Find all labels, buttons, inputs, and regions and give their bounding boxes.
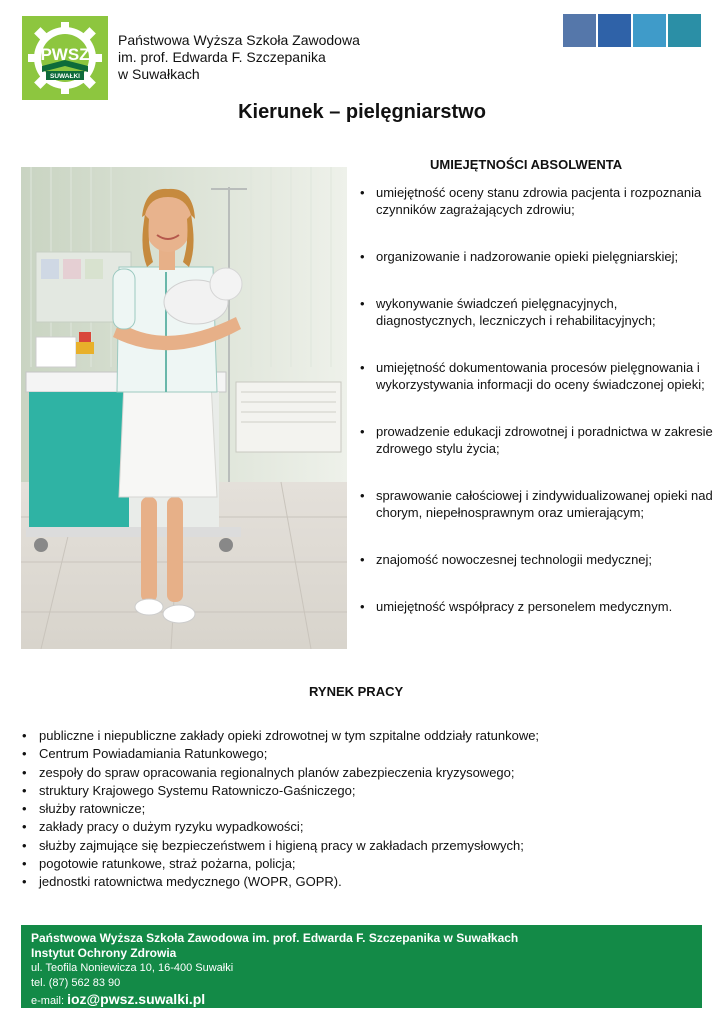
skills-heading: UMIEJĘTNOŚCI ABSOLWENTA xyxy=(430,157,623,172)
list-item: • umiejętność dokumentowania procesów pielęgnowania i wykorzystywania informacji do oceny świadczonej opieki; xyxy=(357,359,717,393)
list-item: • umiejętność oceny stanu zdrowia pacjenta i rozpoznania czynników zagrażających zdrowiu; xyxy=(357,184,717,218)
email-label: e-mail: xyxy=(31,995,65,1007)
list-item: • jednostki ratownictwa medycznego (WOPR, GOPR). xyxy=(21,873,711,891)
color-swatches xyxy=(563,14,701,47)
list-item: • prowadzenie edukacji zdrowotnej i poradnictwa w zakresie zdrowego stylu życia; xyxy=(357,423,717,457)
footer-phone: tel. (87) 562 83 90 xyxy=(31,977,121,989)
swatch xyxy=(633,14,666,47)
nurse-photo xyxy=(21,167,347,649)
pwsz-logo xyxy=(22,16,108,100)
swatch xyxy=(598,14,631,47)
list-item: • organizowanie i nadzorowanie opieki pielęgniarskiej; xyxy=(357,248,717,265)
list-item: • znajomość nowoczesnej technologii medycznej; xyxy=(357,551,717,568)
institution-line: im. prof. Edwarda F. Szczepanika xyxy=(118,49,326,65)
footer-institution: Państwowa Wyższa Szkoła Zawodowa im. prof. Edwarda F. Szczepanika w Suwałkach xyxy=(31,931,519,945)
swatch xyxy=(668,14,701,47)
list-item: • pogotowie ratunkowe, straż pożarna, policja; xyxy=(21,855,711,873)
list-item: • służby ratownicze; xyxy=(21,800,711,818)
list-item: • sprawowanie całościowej i zindywidualizowanej opieki nad chorym, niepełnosprawnym oraz umierającym; xyxy=(357,487,717,521)
market-heading: RYNEK PRACY xyxy=(309,684,404,699)
institution-line: w Suwałkach xyxy=(118,66,200,82)
institution-name xyxy=(118,32,360,83)
footer-email-row xyxy=(31,991,692,1010)
list-item: • Centrum Powiadamiania Ratunkowego; xyxy=(21,745,711,763)
page-title: Kierunek – pielęgniarstwo xyxy=(238,101,486,123)
list-item: • służby zajmujące się bezpieczeństwem i higieną pracy w zakładach przemysłowych; xyxy=(21,837,711,855)
list-item: • umiejętność współpracy z personelem medycznym. xyxy=(357,598,717,615)
nurse-illustration xyxy=(21,167,347,649)
logo-text: PWSZ xyxy=(40,45,90,64)
list-item: • zakłady pracy o dużym ryzyku wypadkowości; xyxy=(21,818,711,836)
list-item: • publiczne i niepubliczne zakłady opieki zdrowotnej w tym szpitalne oddziały ratunkowe; xyxy=(21,727,711,745)
logo-subtext: SUWAŁKI xyxy=(50,73,80,80)
footer-contact xyxy=(21,925,702,1008)
list-item: • wykonywanie świadczeń pielęgnacyjnych, diagnostycznych, leczniczych i rehabilitacyjnych; xyxy=(357,295,717,329)
list-item: • struktury Krajowego Systemu Ratowniczo-Gaśniczego; xyxy=(21,782,711,800)
market-list xyxy=(21,727,711,892)
footer-address: ul. Teofila Noniewicza 10, 16-400 Suwałki xyxy=(31,962,234,974)
skills-list xyxy=(357,184,717,615)
list-item: • zespoły do spraw opracowania regionalnych planów zabezpieczenia kryzysowego; xyxy=(21,764,711,782)
logo-emblem xyxy=(22,16,108,100)
footer-institute: Instytut Ochrony Zdrowia xyxy=(31,946,177,960)
email-link[interactable]: ioz@pwsz.suwalki.pl xyxy=(67,991,206,1007)
institution-line: Państwowa Wyższa Szkoła Zawodowa xyxy=(118,32,360,48)
swatch xyxy=(563,14,596,47)
